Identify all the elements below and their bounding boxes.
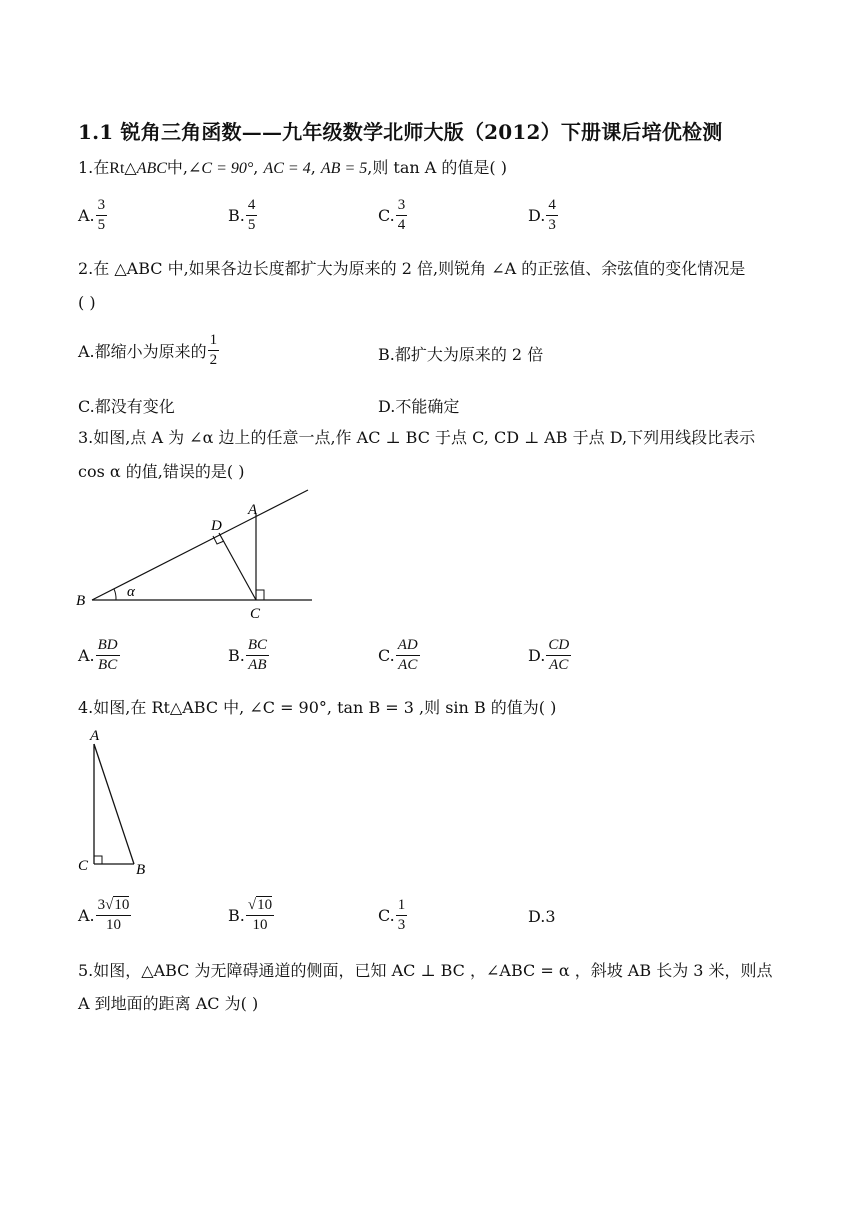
q3-option-a[interactable]: A. $\frac{BD}{BC}$ <box>78 637 118 673</box>
q4-label-c: C <box>78 858 89 874</box>
q1-option-c[interactable]: C. $\frac{3}{4}$ <box>378 197 406 233</box>
q4-option-b[interactable]: B. $\frac{√10}{10}$ <box>228 897 273 933</box>
q3-label-alpha: α <box>127 584 135 600</box>
q2-option-b[interactable]: B.都扩大为原来的 2 倍 <box>378 345 544 364</box>
q4-label-b: B <box>136 862 146 878</box>
q4-figure <box>70 722 160 882</box>
q2-option-d[interactable]: D.不能确定 <box>378 397 460 416</box>
q1-option-b[interactable]: B. $\frac{4}{5}$ <box>228 197 256 233</box>
question-2-stem-line2: ( ) <box>78 293 96 312</box>
q4-option-c[interactable]: C. $\frac{1}{3}$ <box>378 897 406 933</box>
question-3-stem-line1: 3.如图,点 A 为 ∠α 边上的任意一点,作 AC ⊥ BC 于点 C, CD ⊥ AB 于点 D,下列用线段比表示 <box>78 428 756 447</box>
q2-option-a[interactable]: A.都缩小为原来的 $\frac{1}{2}$ <box>78 332 218 368</box>
q3-option-d[interactable]: D. $\frac{CD}{AC}$ <box>528 637 570 673</box>
q1-option-d[interactable]: D. $\frac{4}{3}$ <box>528 197 556 233</box>
q3-label-b: B <box>76 593 86 609</box>
q3-option-c[interactable]: C. $\frac{AD}{AC}$ <box>378 637 418 673</box>
q3-label-d: D <box>211 518 222 534</box>
question-5-stem-line2: A 到地面的距离 AC 为( ) <box>78 994 259 1013</box>
q3-label-c: C <box>250 606 261 620</box>
q4-label-a: A <box>90 728 100 744</box>
q3-option-b[interactable]: B. $\frac{BC}{AB}$ <box>228 637 268 673</box>
q2-option-c[interactable]: C.都没有变化 <box>78 397 175 416</box>
page-title: 1.1 锐角三角函数——九年级数学北师大版（2012）下册课后培优检测 <box>78 120 723 144</box>
question-3-stem-line2: cos α 的值,错误的是( ) <box>78 462 245 481</box>
q1-option-a[interactable]: A. $\frac{3}{5}$ <box>78 197 106 233</box>
question-5-stem-line1: 5.如图，△ABC 为无障碍通道的侧面，已知 AC ⊥ BC ，∠ABC = α ，斜坡 AB 长为 3 米，则点 <box>78 961 773 980</box>
question-4-stem: 4.如图,在 Rt△ABC 中, ∠C = 90°, tan B = 3 ,则 sin B 的值为( ) <box>78 698 557 717</box>
question-1-stem: 1.在Rt△ABC中,∠C = 90°, AC = 4, AB = 5,则 tan A 的值是( ) <box>78 158 507 177</box>
q3-figure <box>70 484 330 620</box>
question-2-stem-line1: 2.在 △ABC 中,如果各边长度都扩大为原来的 2 倍,则锐角 ∠A 的正弦值、余弦值的变化情况是 <box>78 259 746 278</box>
q4-option-a[interactable]: A. $\frac{3√10}{10}$ <box>78 897 130 933</box>
q4-option-d[interactable]: D.3 <box>528 907 556 926</box>
q3-label-a: A <box>248 502 258 518</box>
